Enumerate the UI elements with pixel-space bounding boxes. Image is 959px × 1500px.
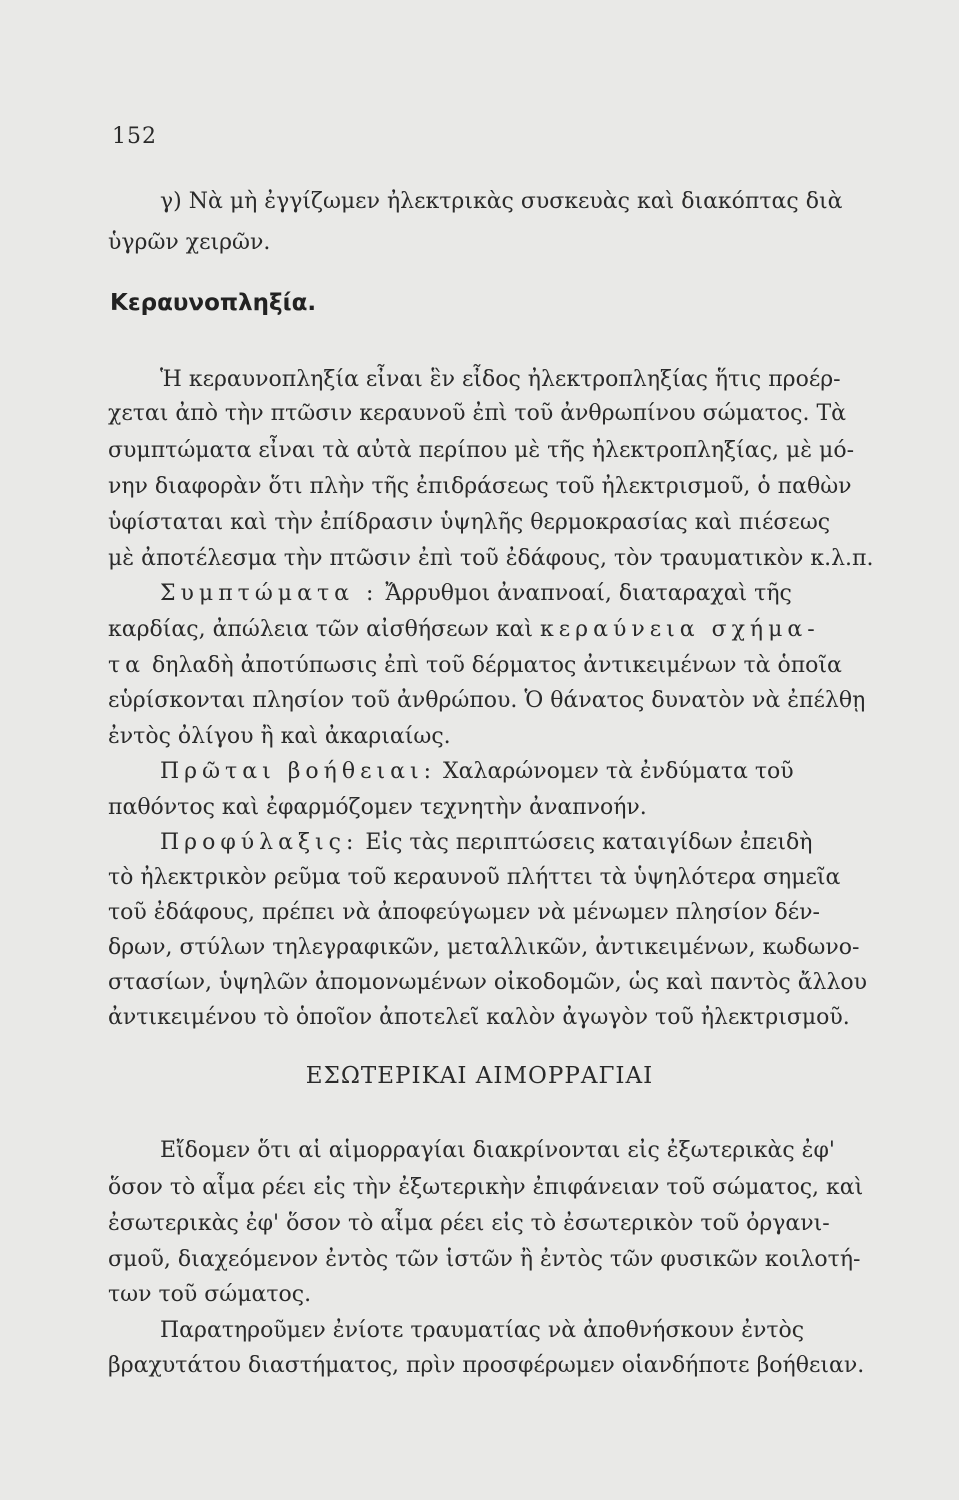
paragraph-line: σμοῦ, διαχεόμενον ἐντὸς τῶν ἱστῶν ἢ ἐντὸς τῶν φυσικῶν κοιλοτή- [108,1247,861,1272]
paragraph-line: μὲ ἀποτέλεσμα τὴν πτῶσιν ἐπὶ τοῦ ἐδάφους, τὸν τραυματικὸν κ.λ.π. [108,546,874,571]
prevention-line: τὸ ἠλεκτρικὸν ρεῦμα τοῦ κεραυνοῦ πλήττει τὰ ὑψηλότερα σημεῖα [108,865,841,890]
symptoms-line-4: εὑρίσκονται πλησίον τοῦ ἀνθρώπου. Ὁ θάνατος δυνατὸν νὰ ἐπέλθῃ [108,688,866,713]
prevention-text: Εἰς τὰς περιπτώσεις καταιγίδων ἐπειδὴ [365,830,813,855]
paragraph-line: Παρατηροῦμεν ἐνίοτε τραυματίας νὰ ἀποθνήσκουν ἐντὸς [160,1318,805,1343]
paragraph-line: Ἡ κεραυνοπληξία εἶναι ἓν εἶδος ἠλεκτροπληξίας ἥτις προέρ- [160,367,841,392]
paragraph-line: ὑφίσταται καὶ τὴν ἐπίδρασιν ὑψηλῆς θερμοκρασίας καὶ πιέσεως [108,510,831,535]
symptoms-spaced-term: τα [108,653,146,678]
paragraph-line: συμπτώματα εἶναι τὰ αὐτὰ περίπου μὲ τῆς ἠλεκτροπληξίας, μὲ μό- [108,438,855,463]
paragraph-line: νην διαφορὰν ὅτι πλὴν τῆς ἐπιδράσεως τοῦ ἠλεκτρισμοῦ, ὁ παθὼν [108,474,852,499]
symptoms-line-3 [108,650,842,682]
symptoms-text: καρδίας, ἀπώλεια τῶν αἰσθήσεων καὶ [108,617,534,642]
symptoms-line-1 [160,578,792,610]
intro-line-2: ὑγρῶν χειρῶν. [108,230,271,255]
symptoms-spaced-term: κεραύνεια σχήμα- [540,617,820,642]
prevention-line: στασίων, ὑψηλῶν ἀπομονωμένων οἰκοδομῶν, ὡς καὶ παντὸς ἄλλου [108,970,868,995]
prevention-line: ἀντικειμένου τὸ ὁποῖον ἀποτελεῖ καλὸν ἀγωγὸν τοῦ ἠλεκτρισμοῦ. [108,1005,850,1030]
paragraph-line: βραχυτάτου διαστήματος, πρὶν προσφέρωμεν οἱανδήποτε βοήθειαν. [108,1353,865,1378]
prevention-line: τοῦ ἐδάφους, πρέπει νὰ ἀποφεύγωμεν νὰ μένωμεν πλησίον δέν- [108,900,820,925]
first-aid-line-2: παθόντος καὶ ἐφαρμόζομεν τεχνητὴν ἀναπνοήν. [108,795,647,820]
heading-lightning-strike: Κεραυνοπληξία. [110,290,317,316]
paragraph-line: ὅσον τὸ αἷμα ρέει εἰς τὴν ἐξωτερικὴν ἐπιφάνειαν τοῦ σώματος, καὶ [108,1175,864,1200]
paragraph-line: χεται ἀπὸ τὴν πτῶσιν κεραυνοῦ ἐπὶ τοῦ ἀνθρωπίνου σώματος. Τὰ [108,401,846,426]
symptoms-text: Ἄρρυθμοι ἀναπνοαί, διαταραχαὶ τῆς [385,581,792,606]
symptoms-line-5: ἐντὸς ὀλίγου ἢ καὶ ἀκαριαίως. [108,724,451,749]
symptoms-text: δηλαδὴ ἀποτύπωσις ἐπὶ τοῦ δέρματος ἀντικειμένων τὰ ὁποῖα [152,653,842,678]
symptoms-line-2 [108,614,820,646]
paragraph-line: ἐσωτερικὰς ἐφ' ὅσον τὸ αἷμα ρέει εἰς τὸ ἐσωτερικὸν τοῦ ὀργανι- [108,1211,830,1236]
section-title-internal-hemorrhages: ΕΣΩΤΕΡΙΚΑΙ ΑΙΜΟΡΡΑΓΙΑΙ [305,1063,654,1089]
paragraph-line: Εἴδομεν ὅτι αἱ αἱμορραγίαι διακρίνονται εἰς ἐξωτερικὰς ἐφ' [160,1138,835,1163]
page-number: 152 [112,124,157,149]
prevention-line-1 [160,827,812,859]
first-aid-line-1 [160,756,794,788]
symptoms-label: Συμπτώματα : [160,581,379,606]
prevention-line: δρων, στύλων τηλεγραφικῶν, μεταλλικῶν, ἀντικειμένων, κωδωνο- [108,935,860,960]
paragraph-line: των τοῦ σώματος. [108,1282,312,1307]
first-aid-text: Χαλαρώνομεν τὰ ἐνδύματα τοῦ [443,759,794,784]
intro-line-1: γ) Νὰ μὴ ἐγγίζωμεν ἠλεκτρικὰς συσκευὰς καὶ διακόπτας διὰ [160,189,843,214]
first-aid-label: Πρῶται βοήθειαι: [160,759,437,784]
prevention-label: Προφύλαξις: [160,830,359,855]
